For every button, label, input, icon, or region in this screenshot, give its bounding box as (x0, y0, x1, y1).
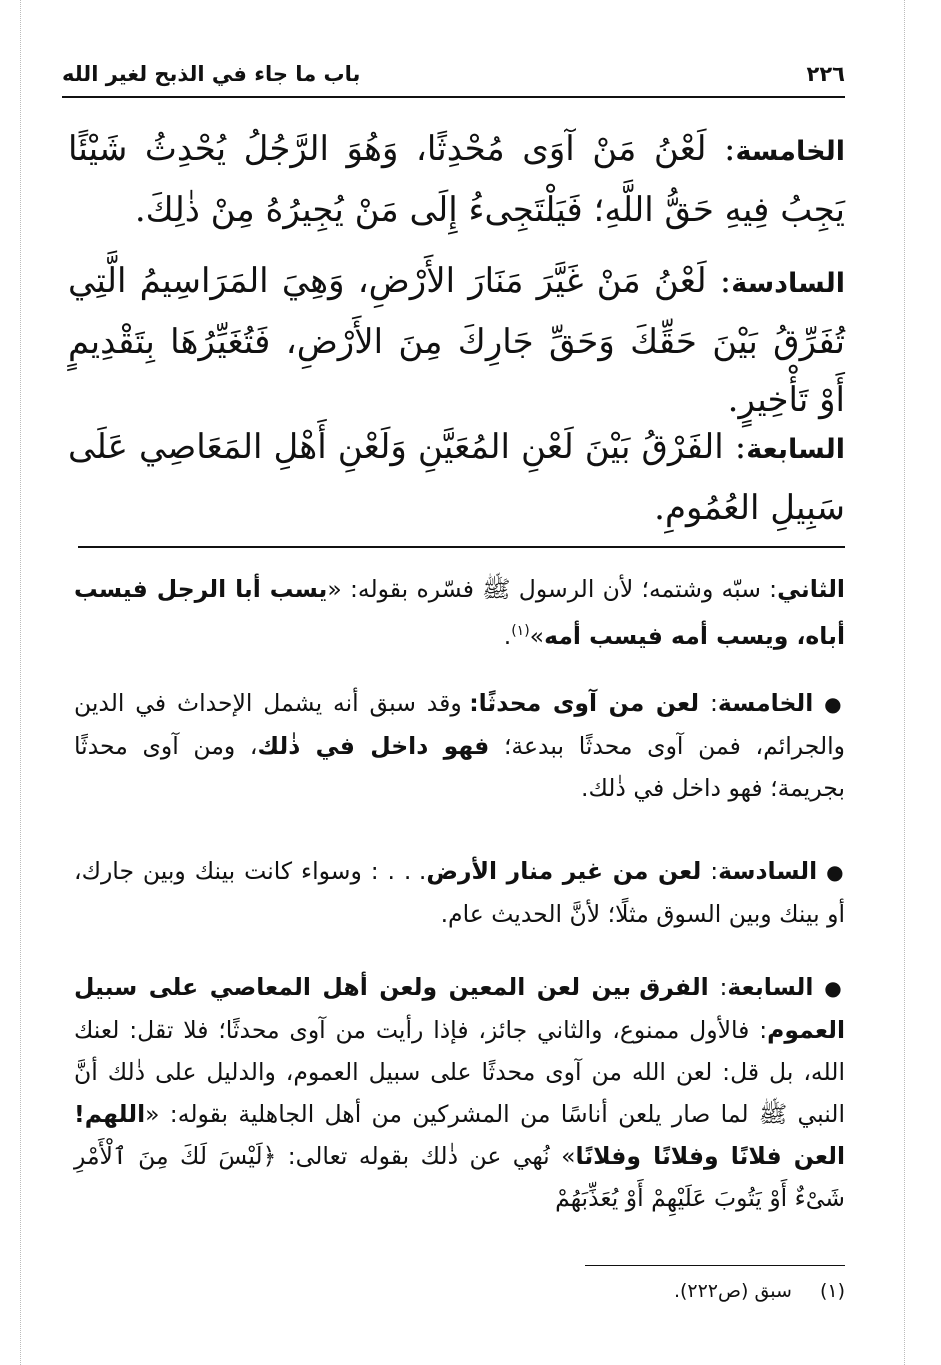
sharh-bold-phrase: الفرق بين لعن المعين ولعن أهل المعاصي على سبيل العموم (74, 973, 845, 1044)
matn-label: الخامسة (735, 136, 845, 167)
hadith-quote: اللهم! العن فلانًا وفلانًا وفلانًا (74, 1100, 846, 1170)
running-title: باب ما جاء في الذبح لغير الله (62, 62, 361, 86)
running-header (62, 55, 845, 93)
sharh-bold-phrase: لعن من آوى محدثًا: (469, 689, 700, 717)
sharh-text: ، ومن آوى محدثًا بجريمة؛ فهو داخل في ذٰلك. (74, 732, 845, 802)
matn-text: : لَعْنُ مَنْ آوَى مُحْدِثًا، وَهُوَ الرَّجُلُ يُحْدِثُ شَيْئًا يَجِبُ فِيهِ حَقُّ اللَّهِ؛ فَيَلْتَجِىءُ إِلَى مَنْ يُجِيرُهُ مِنْ ذٰلِكَ. (68, 129, 845, 230)
bullet-icon: ● (824, 692, 845, 716)
footnote-ref[interactable]: (١) (511, 623, 530, 639)
matn-paragraph-5 (68, 120, 845, 239)
sharh-paragraph-7 (74, 966, 845, 1219)
matn-label: السابعة (746, 434, 845, 465)
sharh-text: » نُهي عن ذٰلك بقوله تعالى: ﴿لَيْسَ لَكَ مِنَ ٱلْأَمْرِ شَىْءٌ أَوْ يَتُوبَ عَلَيْهِمْ أَوْ يُعَذِّبَهُمْ (74, 1142, 845, 1212)
matn-paragraph-7 (68, 418, 845, 537)
matn-paragraph-6 (68, 252, 845, 429)
sharh-text: : (708, 973, 728, 1001)
sharh-bold-phrase: لعن من غير منار الأرض (426, 857, 702, 885)
sharh-paragraph-5 (74, 682, 845, 809)
matn-text: : الفَرْقُ بَيْنَ لَعْنِ المُعَيَّنِ وَلَعْنِ أَهْلِ المَعَاصِي عَلَى سَبِيلِ العُمُومِ. (68, 427, 845, 528)
sharh-label: السابعة (727, 973, 814, 1001)
sharh-text: : (699, 689, 718, 717)
header-rule (62, 96, 845, 98)
matn-text: : لَعْنُ مَنْ غَيَّرَ مَنَارَ الأَرْضِ، وَهِيَ المَرَاسِيمُ الَّتِي تُفَرِّقُ بَيْنَ حَقِّكَ وَحَقِّ جَارِكَ مِنَ الأَرْضِ، فَتُغَيِّرُهَا بِتَقْدِيمٍ أَوْ تَأْخِيرٍ. (68, 261, 845, 420)
footnote-number: (١) (819, 1280, 845, 1302)
bullet-icon: ● (824, 976, 845, 1000)
margin-guide-line (20, 0, 21, 1365)
sharh-label: السادسة (718, 857, 818, 885)
sharh-paragraph-6 (74, 850, 845, 935)
matn-label: السادسة (731, 268, 845, 299)
margin-guide-line (904, 0, 905, 1365)
sharh-paragraph-2 (74, 568, 845, 657)
bullet-icon: ● (826, 860, 845, 884)
footnote-rule (585, 1265, 845, 1266)
footnote (674, 1280, 845, 1302)
sharh-label: الخامسة (717, 689, 814, 717)
hadith-quote: يسب أبا الرجل فيسب أباه، ويسب أمه فيسب أمه (74, 575, 845, 650)
sharh-text: . (503, 621, 512, 650)
sharh-text: وقد سبق أنه يشمل الإحداث في الدين والجرائم، فمن آوى محدثًا ببدعة؛ (74, 689, 845, 760)
sharh-text: : (701, 857, 719, 885)
matn-separator-rule (78, 546, 845, 548)
sharh-text: » (529, 621, 545, 650)
sharh-text: : سبّه وشتمه؛ لأن الرسول ﷺ فسّره بقوله: « (327, 575, 778, 603)
footnote-text: سبق (ص٢٢٢). (673, 1280, 792, 1302)
sharh-text: : فالأول ممنوع، والثاني جائز، فإذا رأيت من آوى محدثًا؛ فلا تقل: لعنك الله، بل قل: لعن الله من آوى محدثًا على سبيل العموم، والدليل على ذٰلك أنَّ النبي ﷺ لما صار يلعن أناسًا من المشركين من أهل الجاهلية بقوله: « (74, 1016, 845, 1128)
page-number: ٢٢٦ (806, 62, 845, 86)
sharh-bold-phrase: فهو داخل في ذٰلك (257, 732, 490, 760)
sharh-text: . . . : وسواء كانت بينك وبين جارك، أو بينك وبين السوق مثلًا؛ لأنَّ الحديث عام. (74, 857, 845, 928)
sharh-label: الثاني (777, 575, 845, 603)
